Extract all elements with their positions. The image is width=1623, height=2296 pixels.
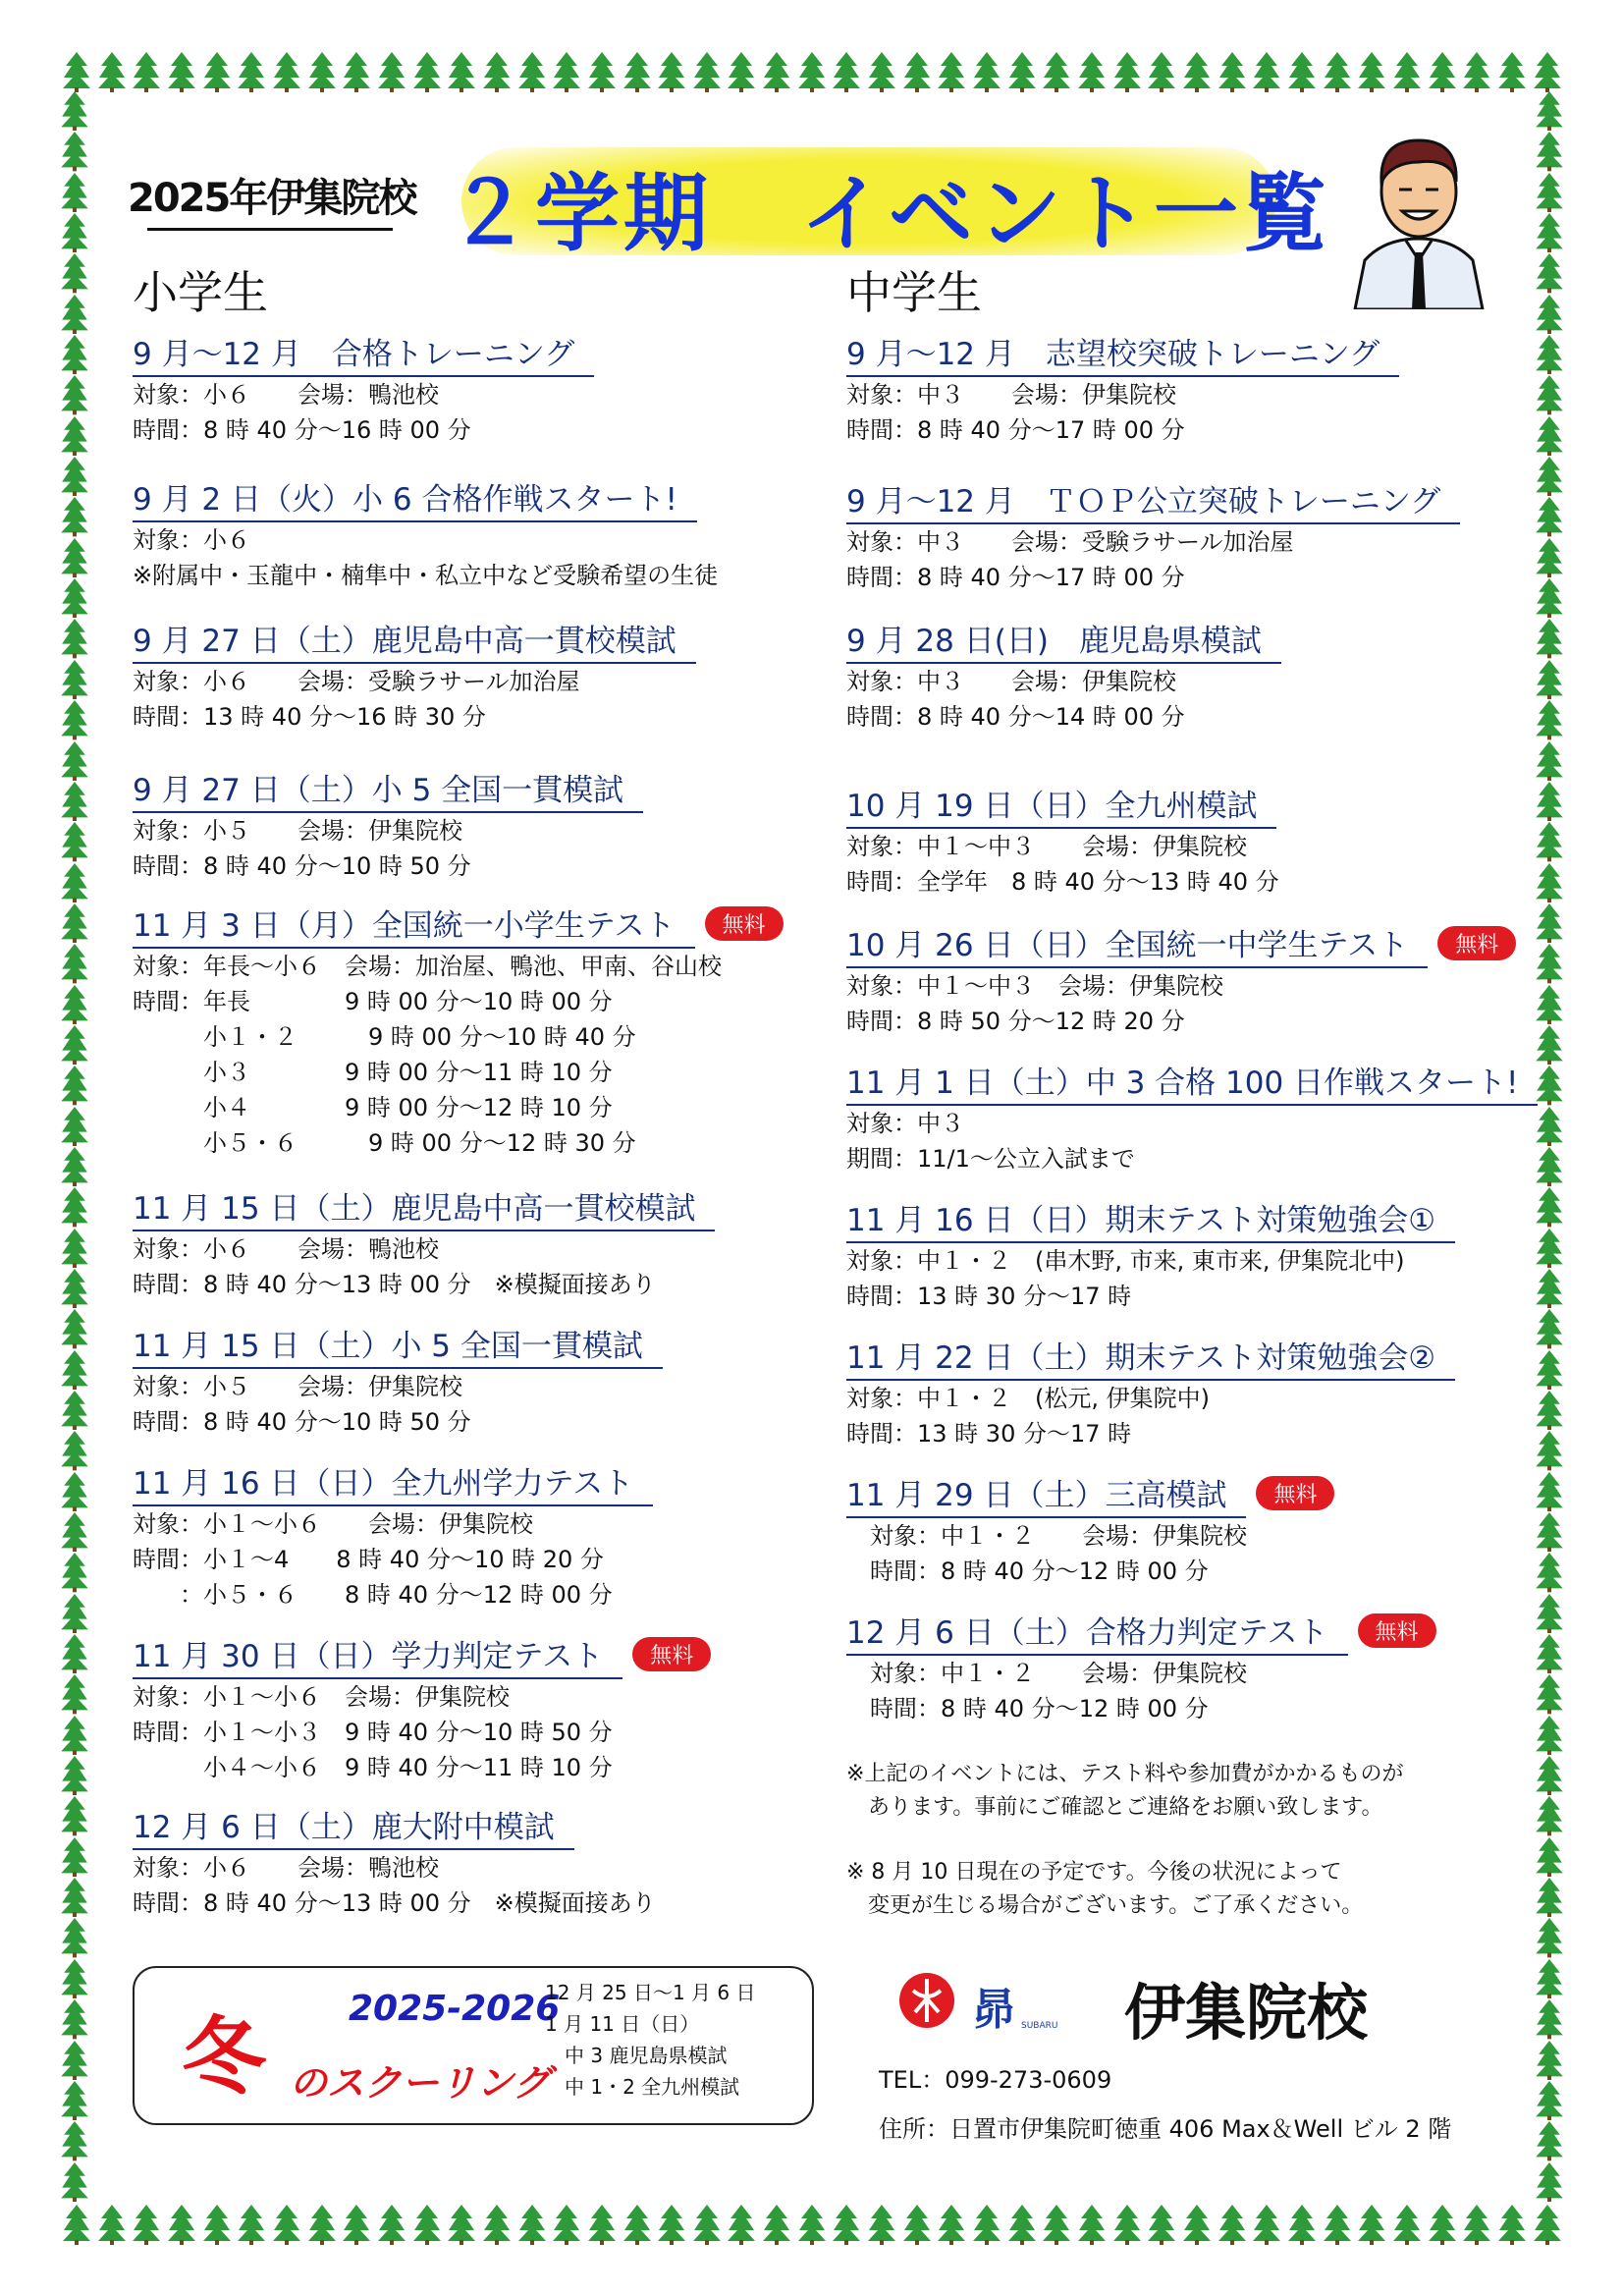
tree-icon	[59, 1795, 90, 1835]
elementary-event	[133, 770, 839, 884]
tree-icon	[1534, 1998, 1565, 2039]
event-detail-line: 小５・６ 9 時 00 分〜12 時 30 分	[133, 1129, 636, 1157]
free-badge: 無料	[1437, 926, 1516, 960]
tree-icon	[59, 90, 90, 131]
tree-icon	[59, 1430, 90, 1470]
tree-icon	[59, 1958, 90, 1998]
tree-icon	[131, 2204, 162, 2245]
tree-icon	[1532, 2204, 1563, 2245]
event-title: 11 月 29 日（土）三高模試	[846, 1475, 1246, 1518]
tree-icon	[341, 51, 372, 92]
brand-logo-subtext: SUBARU	[1021, 2021, 1058, 2031]
tree-icon	[236, 2204, 267, 2245]
event-title: 9 月〜12 月 合格トレーニング	[133, 334, 594, 377]
winter-year: 2025-2026	[349, 1989, 561, 2029]
event-detail-line: 対象：中３ 会場：受験ラサール加治屋	[846, 528, 1294, 556]
tree-icon	[866, 51, 897, 92]
tree-icon	[1146, 2204, 1177, 2245]
event-detail-line: 対象：中１〜中３ 会場：伊集院校	[846, 833, 1247, 860]
subaru-logo-icon	[895, 1969, 958, 2032]
tree-icon	[1111, 2204, 1143, 2245]
tree-icon	[59, 781, 90, 821]
tree-icon	[59, 984, 90, 1024]
event-title: 9 月〜12 月 ＴＯＰ公立突破トレーニング	[846, 481, 1460, 524]
school-name: 伊集院校	[1124, 1977, 1369, 2049]
event-title: 9 月〜12 月 志望校突破トレーニング	[846, 334, 1399, 377]
elementary-heading: 小学生	[133, 266, 268, 319]
event-detail-line: 対象：中１・２ 会場：伊集院校	[846, 1522, 1247, 1550]
tree-icon	[411, 51, 443, 92]
tree-icon	[59, 1268, 90, 1308]
elementary-event	[133, 1807, 839, 1921]
tree-icon	[1534, 172, 1565, 212]
winter-subtitle: のスクーリング	[290, 2061, 551, 2105]
event-detail-line: 時間：全学年 8 時 40 分〜13 時 40 分	[846, 868, 1279, 896]
tree-icon	[866, 2204, 897, 2245]
tree-icon	[59, 334, 90, 374]
tree-icon	[59, 1065, 90, 1105]
junior-event	[846, 786, 1553, 900]
tree-icon	[59, 902, 90, 943]
event-detail-line: 対象：小６ 会場：受験ラサール加治屋	[133, 668, 580, 695]
tree-icon	[201, 51, 233, 92]
tree-icon	[201, 2204, 233, 2245]
tree-icon	[1534, 294, 1565, 334]
schedule-note: ※ 8 月 10 日現在の予定です。今後の状況によって 変更が生じる場合がございます。ご了承ください。	[846, 1860, 1364, 1918]
tree-icon	[59, 1106, 90, 1146]
tree-icon	[1534, 1755, 1565, 1795]
tree-icon	[691, 2204, 723, 2245]
teacher-mascot-icon	[1345, 123, 1492, 309]
tree-icon	[376, 2204, 407, 2245]
event-title: 11 月 1 日（土）中 3 合格 100 日作戦スタート!	[846, 1063, 1538, 1106]
tree-icon	[481, 51, 513, 92]
tree-icon	[59, 1349, 90, 1390]
tree-icon	[96, 2204, 128, 2245]
tree-icon	[59, 294, 90, 334]
tree-icon	[59, 699, 90, 739]
event-title: 11 月 16 日（日）期末テスト対策勉強会①	[846, 1200, 1455, 1243]
event-detail-line: 時間：13 時 40 分〜16 時 30 分	[133, 703, 486, 731]
tree-icon	[61, 2204, 92, 2245]
tree-icon	[726, 2204, 757, 2245]
tree-border-top	[61, 51, 1563, 94]
tree-icon	[1217, 2204, 1248, 2245]
event-detail-line: 時間：年長 9 時 00 分〜10 時 00 分	[133, 988, 613, 1015]
tree-icon	[446, 51, 477, 92]
school-year-label: 2025年伊集院校	[128, 176, 416, 221]
tree-icon	[59, 1715, 90, 1755]
event-title: 11 月 15 日（土）小 5 全国一貫模試	[133, 1326, 663, 1369]
tree-icon	[901, 2204, 933, 2245]
event-detail-line: 対象：小６ 会場：鴨池校	[133, 381, 439, 409]
event-detail-line: 対象：中１・２ 会場：伊集院校	[846, 1660, 1247, 1687]
event-detail-line: 小４〜小６ 9 時 40 分〜11 時 10 分	[133, 1754, 613, 1781]
junior-event	[846, 334, 1553, 448]
tree-icon	[59, 740, 90, 781]
tree-icon	[59, 1673, 90, 1714]
tree-icon	[166, 2204, 197, 2245]
tree-icon	[1534, 131, 1565, 171]
page-title: ２学期 イベント一覧	[447, 165, 1330, 263]
tree-icon	[271, 2204, 302, 2245]
tree-icon	[446, 2204, 477, 2245]
event-detail-line: 対象：中３ 会場：伊集院校	[846, 381, 1176, 409]
elementary-event	[133, 621, 839, 735]
tree-icon	[1534, 2161, 1565, 2202]
tree-icon	[1534, 90, 1565, 131]
event-title: 9 月 28 日(日) 鹿児島県模試	[846, 621, 1281, 664]
tree-icon	[936, 2204, 967, 2245]
tree-icon	[1427, 2204, 1458, 2245]
event-title: 10 月 19 日（日）全九州模試	[846, 786, 1276, 829]
fee-note: ※上記のイベントには、テスト料や参加費がかかるものが あります。事前にご確認とご連絡をお願い致します。	[846, 1762, 1404, 1820]
tree-icon	[59, 821, 90, 861]
junior-event	[846, 481, 1553, 595]
tree-icon	[516, 51, 548, 92]
tree-icon	[59, 1917, 90, 1957]
tree-icon	[59, 2080, 90, 2120]
tree-icon	[1217, 51, 1248, 92]
tree-icon	[622, 51, 653, 92]
tree-icon	[1534, 1836, 1565, 1877]
tree-border-left	[59, 90, 98, 2202]
event-title: 11 月 30 日（日）学力判定テスト	[133, 1636, 622, 1679]
tree-icon	[59, 862, 90, 902]
tree-icon	[1322, 51, 1353, 92]
junior-event	[846, 925, 1553, 1039]
event-detail-line: 対象：中１・２ (松元, 伊集院中)	[846, 1385, 1210, 1412]
event-detail-line: 期間：11/1〜公立入試まで	[846, 1145, 1135, 1173]
free-badge: 無料	[705, 906, 784, 941]
elementary-event	[133, 1188, 839, 1302]
tree-icon	[761, 51, 792, 92]
tree-icon	[1356, 2204, 1387, 2245]
tree-icon	[971, 51, 1002, 92]
tree-icon	[59, 1836, 90, 1877]
event-title: 10 月 26 日（日）全国統一中学生テスト	[846, 925, 1428, 968]
telephone: TEL：099-273-0609	[879, 2066, 1112, 2094]
event-title: 11 月 22 日（土）期末テスト対策勉強会②	[846, 1338, 1455, 1381]
winter-info: 12 月 25 日〜1 月 6 日 1 月 11 日（日） 中 3 鹿児島県模試 中 1・2 全九州模試	[545, 1981, 756, 2099]
tree-icon	[936, 51, 967, 92]
tree-icon	[59, 659, 90, 699]
tree-icon	[1534, 212, 1565, 252]
tree-icon	[1251, 51, 1282, 92]
elementary-event	[133, 1463, 839, 1613]
event-detail-line: 対象：年長〜小６ 会場：加治屋、鴨池、甲南、谷山校	[133, 953, 722, 980]
tree-icon	[1532, 51, 1563, 92]
tree-icon	[761, 2204, 792, 2245]
tree-icon	[1534, 1795, 1565, 1835]
tree-icon	[1534, 2080, 1565, 2120]
tree-icon	[411, 2204, 443, 2245]
tree-icon	[901, 51, 933, 92]
tree-icon	[726, 51, 757, 92]
event-detail-line: 対象：小６	[133, 526, 250, 554]
event-detail-line: 対象：中１・２ (串木野, 市来, 東市来, 伊集院北中)	[846, 1247, 1405, 1275]
tree-icon	[59, 2120, 90, 2160]
event-detail-line: 対象：小５ 会場：伊集院校	[133, 817, 462, 845]
event-detail-line: 対象：小５ 会場：伊集院校	[133, 1373, 462, 1400]
event-detail-line: 対象：中３ 会場：伊集院校	[846, 668, 1176, 695]
tree-icon	[656, 51, 687, 92]
elementary-event	[133, 1636, 839, 1785]
event-detail-line: 時間：13 時 30 分〜17 時	[846, 1283, 1132, 1310]
event-title: 11 月 3 日（月）全国統一小学生テスト	[133, 905, 695, 949]
tree-icon	[59, 2161, 90, 2202]
event-title: 9 月 27 日（土）小 5 全国一貫模試	[133, 770, 643, 813]
event-detail-line: 時間：8 時 40 分〜17 時 00 分	[846, 416, 1185, 444]
tree-icon	[1076, 2204, 1108, 2245]
elementary-event	[133, 1326, 839, 1440]
free-badge: 無料	[1256, 1476, 1334, 1510]
tree-icon	[306, 51, 338, 92]
tree-icon	[59, 618, 90, 658]
tree-icon	[796, 51, 828, 92]
tree-border-bottom	[61, 2204, 1563, 2247]
free-badge: 無料	[1358, 1613, 1436, 1648]
event-detail-line: 対象：小１〜小６ 会場：伊集院校	[133, 1683, 510, 1711]
event-detail-line: 時間：8 時 40 分〜17 時 00 分	[846, 564, 1185, 591]
tree-icon	[1461, 2204, 1492, 2245]
event-detail-line: 対象：小１〜小６ 会場：伊集院校	[133, 1510, 533, 1538]
tree-icon	[59, 2040, 90, 2080]
tree-icon	[271, 51, 302, 92]
tree-icon	[691, 51, 723, 92]
tree-icon	[59, 374, 90, 414]
tree-icon	[59, 1146, 90, 1186]
tree-icon	[1496, 2204, 1528, 2245]
event-detail-line: 対象：小６ 会場：鴨池校	[133, 1854, 439, 1882]
tree-icon	[516, 2204, 548, 2245]
tree-icon	[59, 1308, 90, 1348]
tree-icon	[1356, 51, 1387, 92]
free-badge: 無料	[632, 1637, 711, 1671]
tree-icon	[551, 51, 582, 92]
elementary-event	[133, 905, 839, 1161]
event-detail-line: 時間：小１〜4 8 時 40 分〜10 時 20 分	[133, 1546, 604, 1573]
tree-icon	[59, 1511, 90, 1552]
tree-icon	[59, 577, 90, 618]
tree-icon	[1286, 51, 1318, 92]
address: 住所：日置市伊集院町徳重 406 Max＆Well ビル 2 階	[879, 2115, 1452, 2143]
event-title: 12 月 6 日（土）鹿大附中模試	[133, 1807, 574, 1850]
tree-icon	[1006, 2204, 1038, 2245]
event-detail-line: 時間：8 時 40 分〜13 時 00 分 ※模擬面接あり	[133, 1271, 656, 1298]
event-title: 9 月 27 日（土）鹿児島中高一貫校模試	[133, 621, 696, 664]
junior-heading: 中学生	[846, 266, 982, 319]
event-detail-line: 時間：8 時 40 分〜10 時 50 分	[133, 852, 471, 880]
tree-icon	[306, 2204, 338, 2245]
tree-icon	[1041, 2204, 1072, 2245]
junior-event	[846, 1200, 1553, 1314]
tree-icon	[1006, 51, 1038, 92]
tree-icon	[59, 456, 90, 496]
event-detail-line: 時間：13 時 30 分〜17 時	[846, 1420, 1132, 1448]
event-detail-line: 時間：8 時 40 分〜13 時 00 分 ※模擬面接あり	[133, 1889, 656, 1917]
event-detail-line: 時間：8 時 40 分〜12 時 00 分	[846, 1558, 1209, 1585]
tree-icon	[1534, 252, 1565, 293]
tree-icon	[59, 1228, 90, 1268]
tree-icon	[131, 51, 162, 92]
tree-icon	[236, 51, 267, 92]
event-detail-line: 対象：中３	[846, 1110, 964, 1137]
tree-icon	[59, 415, 90, 456]
tree-icon	[1181, 51, 1213, 92]
winter-kanji: 冬	[182, 2008, 266, 2106]
tree-icon	[166, 51, 197, 92]
tree-icon	[59, 252, 90, 293]
tree-icon	[481, 2204, 513, 2245]
tree-icon	[586, 2204, 618, 2245]
tree-icon	[59, 496, 90, 536]
event-detail-line: 時間：8 時 40 分〜10 時 50 分	[133, 1408, 471, 1436]
tree-icon	[1496, 51, 1528, 92]
tree-icon	[1461, 51, 1492, 92]
tree-icon	[1181, 2204, 1213, 2245]
tree-icon	[96, 51, 128, 92]
tree-icon	[1286, 2204, 1318, 2245]
tree-icon	[59, 172, 90, 212]
event-detail-line: 対象：小６ 会場：鴨池校	[133, 1235, 439, 1263]
tree-icon	[1251, 2204, 1282, 2245]
event-detail-line: 小１・２ 9 時 00 分〜10 時 40 分	[133, 1023, 636, 1051]
tree-icon	[1427, 51, 1458, 92]
elementary-event	[133, 334, 839, 448]
tree-icon	[1534, 740, 1565, 781]
tree-icon	[59, 1024, 90, 1065]
tree-icon	[1534, 2040, 1565, 2080]
tree-icon	[376, 51, 407, 92]
event-detail-line: 小４ 9 時 00 分〜12 時 10 分	[133, 1094, 613, 1121]
event-detail-line: ：小５・６ 8 時 40 分〜12 時 00 分	[133, 1581, 613, 1609]
tree-icon	[656, 2204, 687, 2245]
event-detail-line: 対象：中１〜中３ 会場：伊集院校	[846, 972, 1223, 1000]
tree-icon	[59, 131, 90, 171]
event-detail-line: 時間：8 時 40 分〜16 時 00 分	[133, 416, 471, 444]
tree-icon	[1534, 2120, 1565, 2160]
tree-icon	[586, 51, 618, 92]
tree-icon	[59, 1552, 90, 1592]
junior-event	[846, 621, 1553, 735]
event-title: 11 月 15 日（土）鹿児島中高一貫校模試	[133, 1188, 715, 1231]
tree-icon	[59, 212, 90, 252]
tree-icon	[1076, 51, 1108, 92]
event-detail-line: 時間：8 時 40 分〜12 時 00 分	[846, 1695, 1209, 1722]
tree-icon	[831, 51, 862, 92]
tree-icon	[1041, 51, 1072, 92]
junior-event	[846, 1063, 1553, 1176]
tree-icon	[1534, 1877, 1565, 1917]
tree-icon	[59, 1633, 90, 1673]
event-detail-line: ※附属中・玉龍中・楠隼中・私立中など受験希望の生徒	[133, 562, 719, 589]
tree-icon	[551, 2204, 582, 2245]
event-title: 11 月 16 日（日）全九州学力テスト	[133, 1463, 653, 1506]
tree-icon	[1534, 1958, 1565, 1998]
tree-icon	[971, 2204, 1002, 2245]
event-detail-line: 時間：8 時 40 分〜14 時 00 分	[846, 703, 1185, 731]
tree-icon	[1322, 2204, 1353, 2245]
tree-icon	[1534, 1917, 1565, 1957]
event-title: 9 月 2 日（火）小 6 合格作戦スタート!	[133, 479, 697, 522]
tree-icon	[59, 1471, 90, 1511]
junior-event	[846, 1613, 1553, 1726]
tree-icon	[1391, 2204, 1423, 2245]
tree-icon	[59, 1186, 90, 1227]
tree-icon	[1111, 51, 1143, 92]
tree-icon	[61, 51, 92, 92]
tree-icon	[622, 2204, 653, 2245]
brand-logo-text: 昴	[972, 1985, 1015, 2035]
tree-icon	[59, 537, 90, 577]
junior-event	[846, 1475, 1553, 1589]
event-detail-line: 時間：小１〜小３ 9 時 40 分〜10 時 50 分	[133, 1719, 613, 1746]
tree-icon	[341, 2204, 372, 2245]
tree-icon	[59, 1877, 90, 1917]
tree-icon	[796, 2204, 828, 2245]
event-detail-line: 小３ 9 時 00 分〜11 時 10 分	[133, 1059, 613, 1086]
tree-icon	[59, 1998, 90, 2039]
tree-icon	[1391, 51, 1423, 92]
elementary-event	[133, 479, 839, 593]
junior-event	[846, 1338, 1553, 1451]
tree-icon	[831, 2204, 862, 2245]
tree-icon	[59, 1390, 90, 1430]
event-detail-line: 時間：8 時 50 分〜12 時 20 分	[846, 1008, 1185, 1035]
tree-icon	[1146, 51, 1177, 92]
tree-icon	[59, 1593, 90, 1633]
event-title: 12 月 6 日（土）合格力判定テスト	[846, 1613, 1348, 1656]
school-underline	[147, 228, 393, 231]
tree-icon	[59, 1755, 90, 1795]
tree-icon	[59, 943, 90, 983]
